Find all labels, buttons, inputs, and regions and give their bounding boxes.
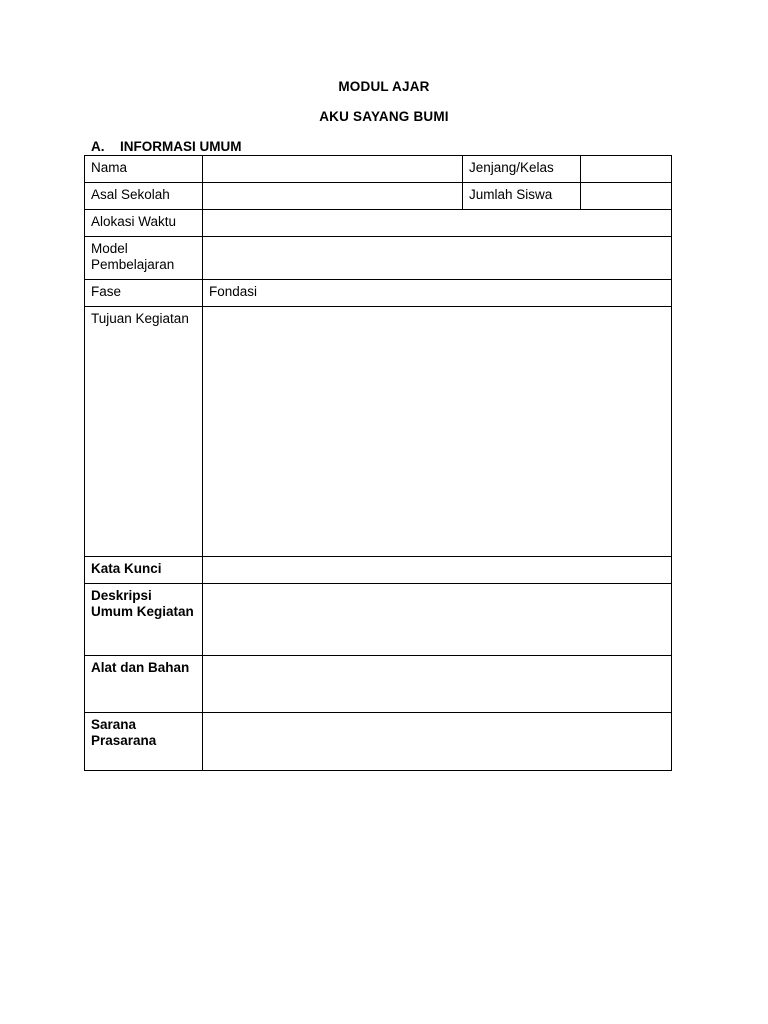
table-row-kata-kunci <box>85 557 672 584</box>
table-row-alat-dan-bahan <box>85 656 672 713</box>
fase-value[interactable]: Fondasi <box>203 280 672 307</box>
asal-sekolah-label: Asal Sekolah <box>85 183 203 210</box>
table-row-nama <box>85 156 672 183</box>
asal-sekolah-value[interactable] <box>203 183 463 210</box>
section-letter: A. <box>91 139 105 154</box>
fase-label: Fase <box>85 280 203 307</box>
model-pembelajaran-value[interactable] <box>203 237 672 280</box>
alokasi-waktu-value[interactable] <box>203 210 672 237</box>
deskripsi-umum-kegiatan-label: Deskripsi Umum Kegiatan <box>85 584 203 656</box>
alat-dan-bahan-value[interactable] <box>203 656 672 713</box>
document-title: MODUL AJAR <box>338 79 430 94</box>
deskripsi-umum-kegiatan-value[interactable] <box>203 584 672 656</box>
jumlah-siswa-label: Jumlah Siswa <box>463 183 581 210</box>
jenjang-kelas-label: Jenjang/Kelas <box>463 156 581 183</box>
section-heading-text: INFORMASI UMUM <box>120 139 242 154</box>
table-row-asal-sekolah <box>85 183 672 210</box>
informasi-umum-table <box>84 155 672 771</box>
alat-dan-bahan-label: Alat dan Bahan <box>85 656 203 713</box>
kata-kunci-label: Kata Kunci <box>85 557 203 584</box>
jumlah-siswa-value[interactable] <box>581 183 672 210</box>
section-heading <box>91 139 242 154</box>
table-row-tujuan-kegiatan <box>85 307 672 557</box>
document-subtitle: AKU SAYANG BUMI <box>319 109 449 124</box>
nama-label: Nama <box>85 156 203 183</box>
nama-value[interactable] <box>203 156 463 183</box>
table-row-deskripsi-umum-kegiatan <box>85 584 672 656</box>
jenjang-kelas-value[interactable] <box>581 156 672 183</box>
alokasi-waktu-label: Alokasi Waktu <box>85 210 203 237</box>
tujuan-kegiatan-value[interactable] <box>203 307 672 557</box>
table-row-sarana-prasarana <box>85 713 672 771</box>
sarana-prasarana-label: Sarana Prasarana <box>85 713 203 771</box>
tujuan-kegiatan-label: Tujuan Kegiatan <box>85 307 203 557</box>
table-row-model-pembelajaran <box>85 237 672 280</box>
table-row-fase <box>85 280 672 307</box>
sarana-prasarana-value[interactable] <box>203 713 672 771</box>
kata-kunci-value[interactable] <box>203 557 672 584</box>
model-pembelajaran-label: Model Pembelajaran <box>85 237 203 280</box>
table-row-alokasi-waktu <box>85 210 672 237</box>
